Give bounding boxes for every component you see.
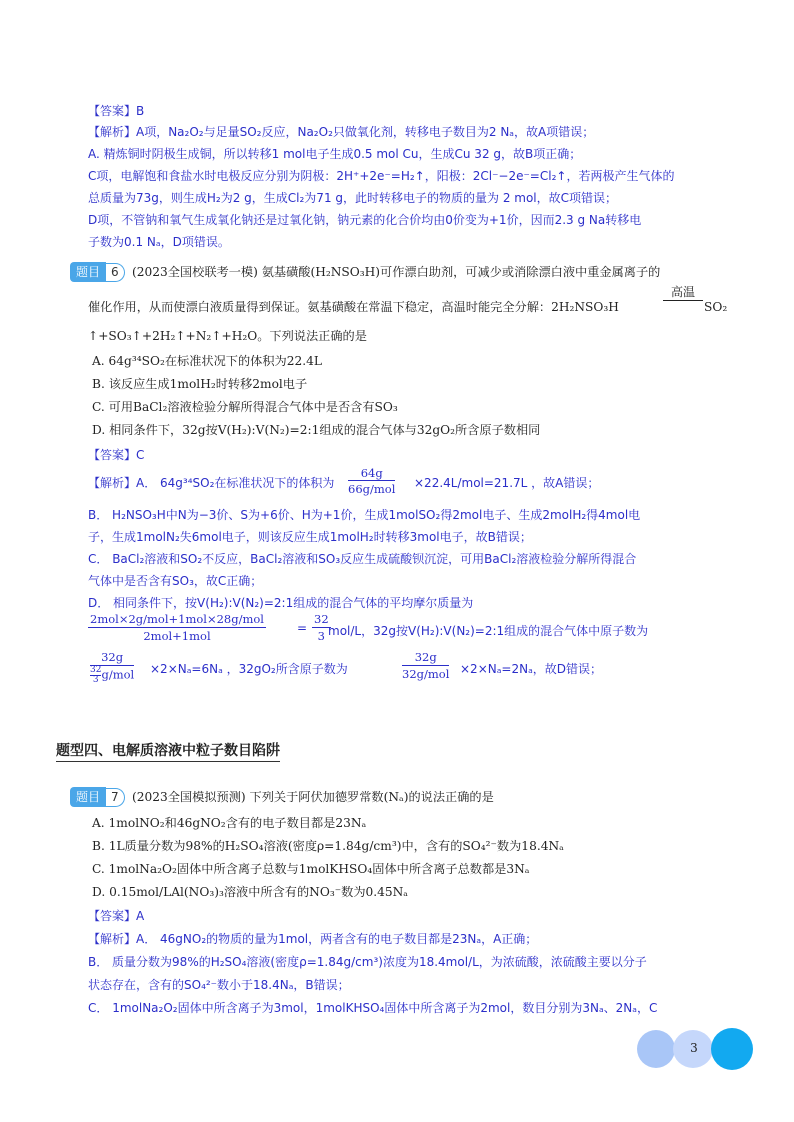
fraction-3-denominator (90, 666, 134, 685)
q6-answer: 【答案】C (88, 448, 145, 462)
q7-exp-line: B． 质量分数为98%的H₂SO₄溶液(密度ρ=1.84g/cm³)浓度为18.4mol/L，为浓硫酸，浓硫酸主要以分子 (88, 955, 647, 969)
q5-exp-line: A. 精炼铜时阴极生成铜，所以转移1 mol电子生成0.5 mol Cu，生成Cu 32 g，故B项正确； (88, 147, 582, 161)
fraction-3-den-num: 32 (90, 665, 102, 675)
fraction-2b-denominator: 3 (317, 629, 325, 643)
question-label: 题目 (70, 787, 106, 807)
q6-exp-d: ×2×Nₐ=2Nₐ，故D错误； (460, 662, 603, 676)
q6-exp-d: mol/L，32g按V(H₂):V(N₂)=2:1组成的混合气体中原子数为 (328, 624, 649, 638)
fraction-4 (402, 650, 449, 682)
question-label: 题目 (70, 262, 106, 282)
q6-option-c: C. 可用BaCl₂溶液检验分解所得混合气体中是否含有SO₃ (92, 400, 398, 414)
q6-stem-line: ↑+SO₃↑+2H₂↑+N₂↑+H₂O。下列说法正确的是 (88, 329, 367, 343)
q5-exp-line: 【解析】A项，Na₂O₂与足量SO₂反应，Na₂O₂只做氧化剂，转移电子数目为2 Nₐ，故A项错误； (88, 125, 595, 139)
q6-exp-c: 气体中是否含有SO₃，故C正确； (88, 574, 263, 588)
fraction-2-denominator: 2mol+1mol (143, 629, 211, 643)
fraction-4-denominator: 32g/mol (402, 667, 450, 681)
fraction-4-numerator: 32g (402, 650, 449, 666)
q6-exp-b: B． H₂NSO₃H中N为−3价、S为+6价、H为+1价，生成1molSO₂得2mol电子、生成2molH₂得4mol电 (88, 508, 641, 522)
q7-exp-line: C． 1molNa₂O₂固体中所含离子为3mol，1molKHSO₄固体中所含离子为2mol，数目分别为3Nₐ、2Nₐ，C (88, 1001, 658, 1015)
q6-exp-d: D． 相同条件下，按V(H₂):V(N₂)=2:1组成的混合气体的平均摩尔质量为 (88, 596, 474, 610)
q6-option-b: B. 该反应生成1molH₂时转移2mol电子 (92, 377, 308, 391)
q6-stem-line: 催化作用，从而使漂白液质量得到保证。氨基磺酸在常温下稳定，高温时能完全分解：2H₂NSO₃H (88, 300, 619, 314)
fraction-1-denominator: 66g/mol (348, 482, 396, 496)
q5-exp-line: C项，电解饱和食盐水时电极反应分别为阴极：2H⁺+2e⁻=H₂↑，阳极：2Cl⁻−2e⁻=Cl₂↑，若两极产生气体的 (88, 169, 675, 183)
fraction-1 (348, 466, 395, 497)
q6-exp-b: 子，生成1molN₂失6mol电子，则该反应生成1molH₂时转移3mol电子，故B错误； (88, 530, 532, 544)
question-number: 7 (106, 788, 125, 807)
question-number-badge (70, 262, 125, 282)
q5-answer: 【答案】B (88, 104, 145, 118)
q6-option-a: A. 64g³⁴SO₂在标准状况下的体积为22.4L (92, 354, 322, 368)
equals-sign: = (297, 621, 308, 635)
q7-option-c: C. 1molNa₂O₂固体中所含离子总数与1molKHSO₄固体中所含离子总数都是3Nₐ (92, 862, 530, 876)
fraction-2-numerator: 2mol×2g/mol+1mol×28g/mol (90, 612, 264, 626)
question-number: 6 (106, 263, 125, 282)
reaction-product: SO₂ (704, 300, 728, 314)
fraction-1-numerator: 64g (348, 466, 395, 481)
decor-circle-right (711, 1028, 753, 1070)
q7-option-a: A. 1molNO₂和46gNO₂含有的电子数目都是23Nₐ (92, 816, 367, 830)
q7-exp-line: 【解析】A． 46gNO₂的物质的量为1mol，两者含有的电子数目都是23Nₐ，A正确； (88, 932, 538, 946)
fraction-2 (88, 612, 266, 645)
q7-answer: 【答案】A (88, 909, 145, 923)
fraction-3-numerator: 32g (90, 650, 134, 666)
section-heading: 题型四、电解质溶液中粒子数目陷阱 (56, 740, 280, 762)
q7-option-b: B. 1L质量分数为98%的H₂SO₄溶液(密度ρ=1.84g/cm³)中，含有的SO₄²⁻数为18.4Nₐ (92, 839, 564, 853)
q5-exp-line: 子数为0.1 Nₐ，D项错误。 (88, 235, 230, 249)
q6-option-d: D. 相同条件下，32g按V(H₂):V(N₂)=2:1组成的混合气体与32gO₂所含原子数相同 (92, 423, 541, 437)
question-number-badge (70, 787, 125, 807)
q7-exp-line: 状态存在，含有的SO₄²⁻数小于18.4Nₐ，B错误； (88, 978, 350, 992)
fraction-3 (90, 650, 134, 685)
q7-stem: (2023全国模拟预测) 下列关于阿伏加德罗常数(Nₐ)的说法正确的是 (132, 790, 494, 804)
q5-exp-line: D项，不管钠和氧气生成氧化钠还是过氧化钠，钠元素的化合价均由0价变为+1价，因而2.3 g Na转移电 (88, 213, 642, 227)
reaction-condition: 高温 (663, 284, 703, 301)
q5-exp-line: 总质量为73g，则生成H₂为2 g，生成Cl₂为71 g，此时转移电子的物质的量为 2 mol，故C项错误； (88, 191, 618, 205)
q6-exp-c: C． BaCl₂溶液和SO₂不反应，BaCl₂溶液和SO₃反应生成硫酸钡沉淀，可用BaCl₂溶液检验分解所得混合 (88, 552, 637, 566)
fraction-3-den-den: 3 (92, 675, 99, 685)
q7-option-d: D. 0.15mol/LAl(NO₃)₃溶液中所含有的NO₃⁻数为0.45Nₐ (92, 885, 409, 899)
q6-exp-a-tail: ×22.4L/mol=21.7L ，故A错误； (414, 476, 600, 490)
q6-exp-d: ×2×Nₐ=6Nₐ ，32gO₂所含原子数为 (150, 662, 348, 676)
q6-exp-a: 【解析】A． 64g³⁴SO₂在标准状况下的体积为 (88, 476, 335, 490)
decor-circle-left (637, 1030, 675, 1068)
fraction-2b-numerator: 32 (314, 612, 329, 626)
page-number: 3 (690, 1041, 698, 1055)
fraction-3-den-unit: g/mol (101, 667, 135, 682)
q6-stem-line: (2023全国校联考一模) 氨基磺酸(H₂NSO₃H)可作漂白助剂，可减少或消除漂白液中重金属离子的 (132, 265, 661, 279)
